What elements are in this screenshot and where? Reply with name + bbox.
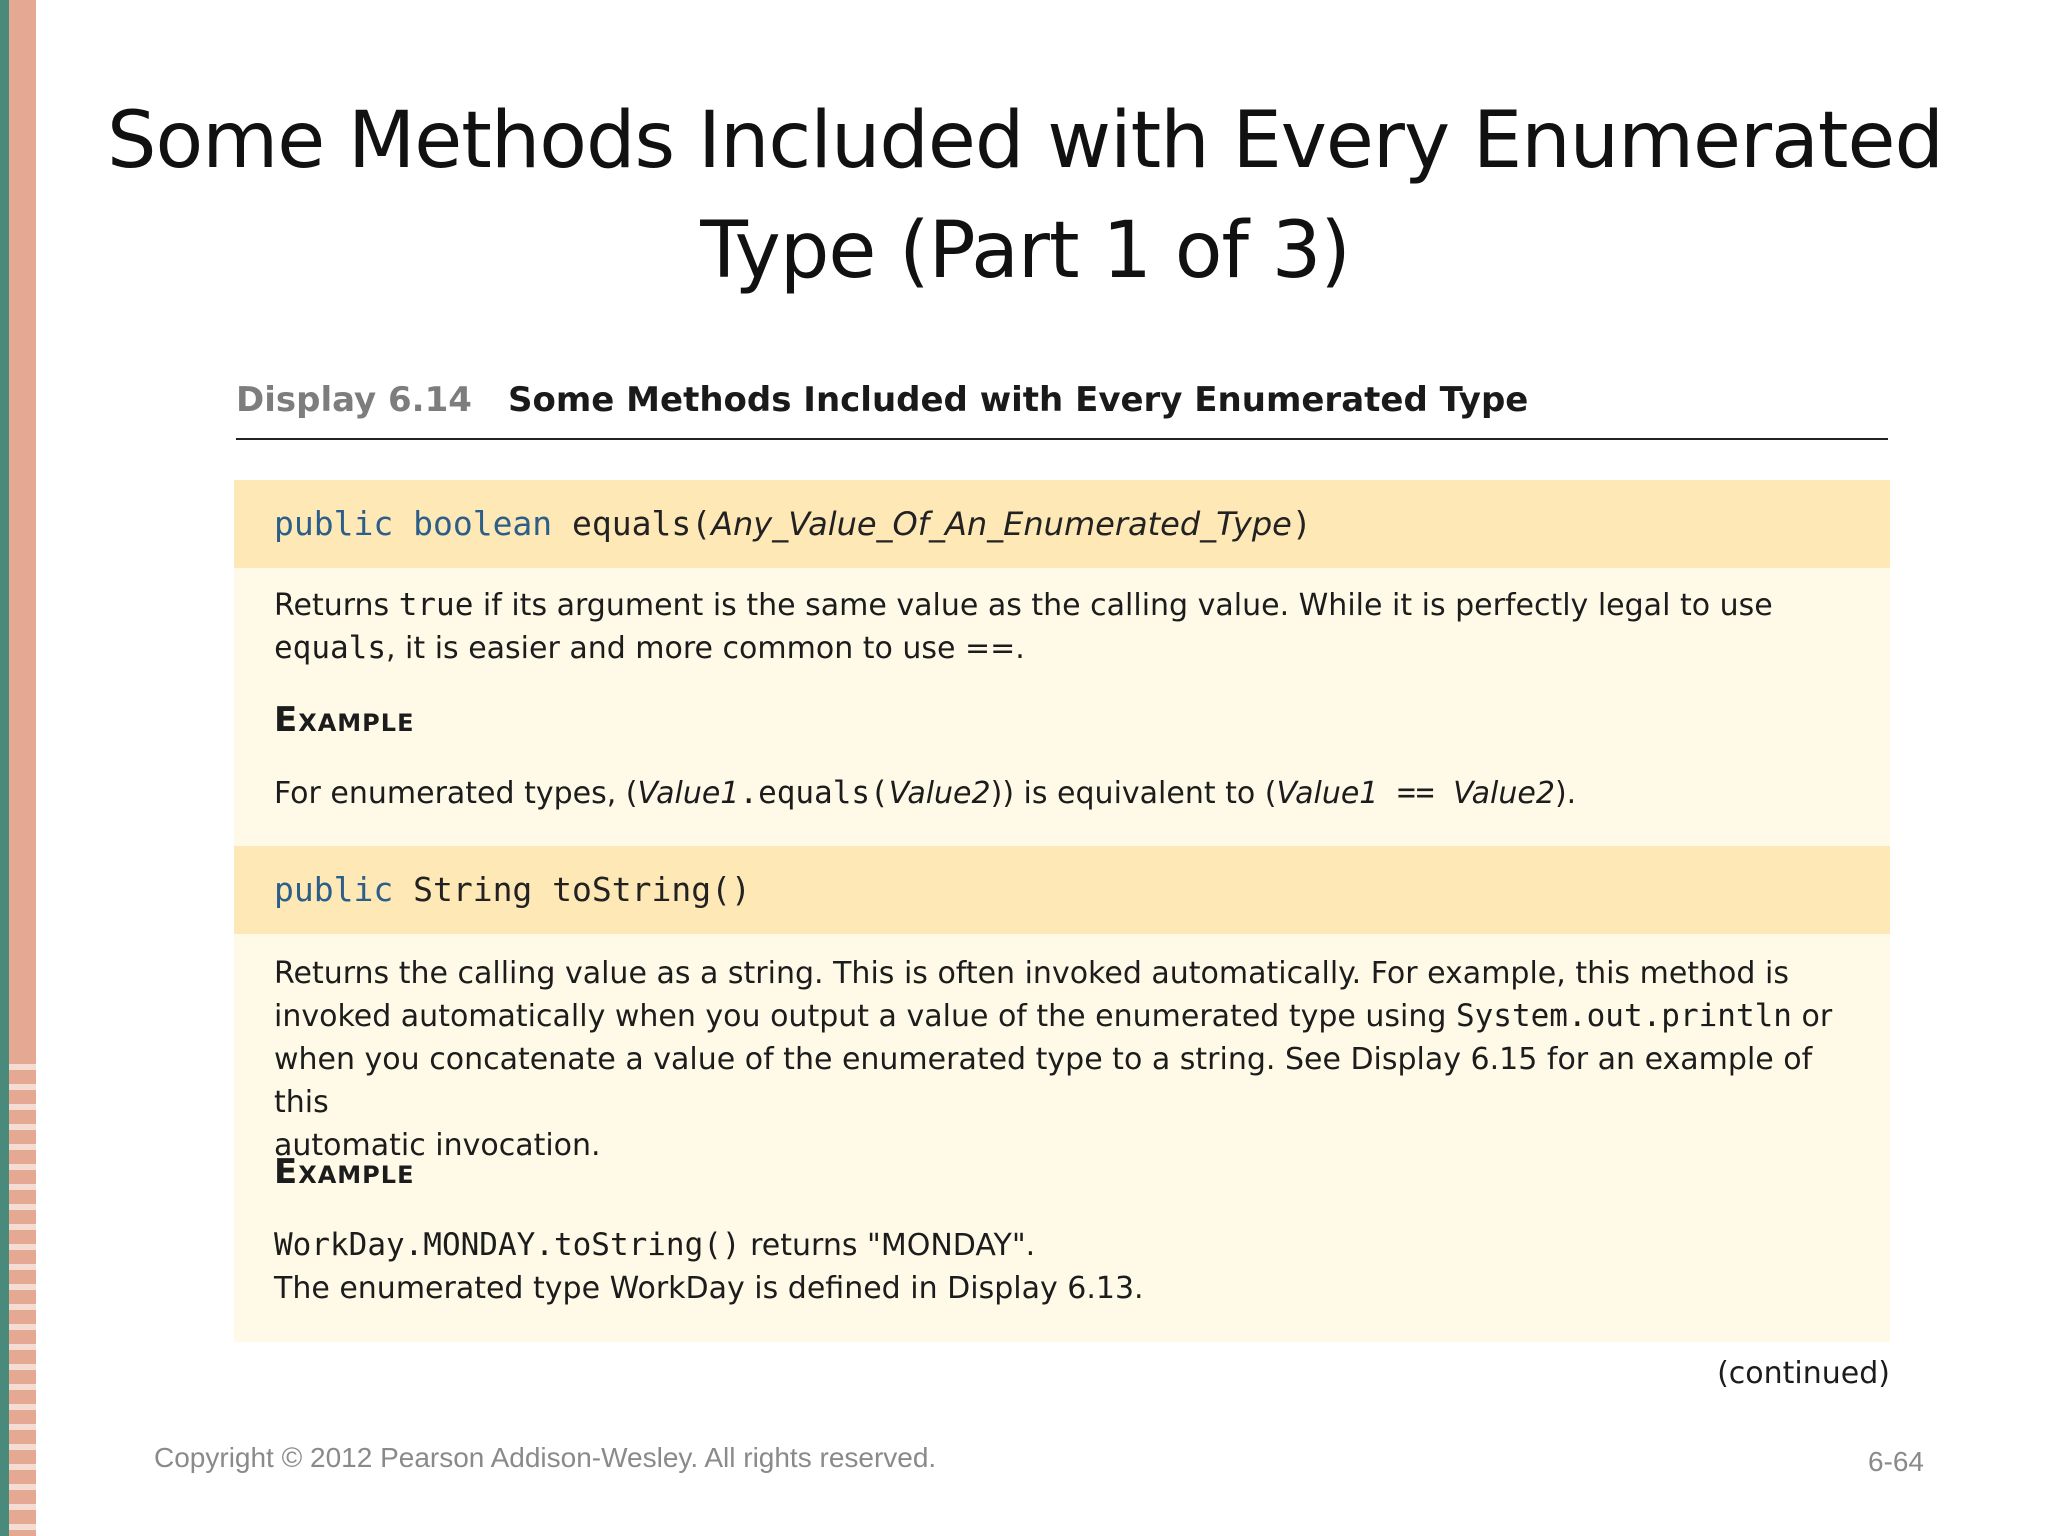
keyword-public: public xyxy=(274,870,394,909)
desc-code-true: true xyxy=(398,587,474,623)
example-text: )) is equivalent to ( xyxy=(990,776,1277,811)
keyword-public: public xyxy=(274,504,394,543)
method-equals-example xyxy=(274,772,1854,815)
display-label: Display 6.14 xyxy=(236,380,472,420)
decorative-side-strip xyxy=(0,0,36,1536)
example-text: ). xyxy=(1554,776,1577,811)
example-text: For enumerated types, ( xyxy=(274,776,638,811)
copyright-footer: Copyright © 2012 Pearson Addison-Wesley. All rights reserved. xyxy=(154,1442,937,1473)
example-var: Value2 xyxy=(1453,776,1555,811)
method-tostring-signature-text xyxy=(274,846,751,934)
desc-text: or xyxy=(1791,999,1833,1034)
desc-code-equals: equals xyxy=(274,630,386,666)
side-strip-accent xyxy=(0,0,9,1536)
desc-text: when you concatenate a value of the enumerated type to a string. See Display 6.15 for an example of this xyxy=(274,1042,1813,1120)
example-var: Value1 xyxy=(1276,776,1379,811)
example-code: == xyxy=(1378,775,1454,811)
desc-code-println: System.out.println xyxy=(1455,998,1792,1034)
side-strip-pattern xyxy=(9,1050,36,1536)
method-equals-param: Any_Value_Of_An_Enumerated_Type xyxy=(711,505,1292,543)
method-tostring-example xyxy=(274,1224,1854,1310)
keyword-boolean: boolean xyxy=(413,504,553,543)
methods-panel xyxy=(234,480,1890,1342)
desc-text: automatic invocation. xyxy=(274,1128,601,1163)
continued-note: (continued) xyxy=(1717,1356,1890,1391)
example-text: returns "MONDAY". xyxy=(740,1228,1036,1263)
method-tostring-signature xyxy=(234,846,1890,934)
method-tostring-description xyxy=(274,952,1854,1167)
example-var: Value1 xyxy=(637,776,740,811)
slide-title-line-1: Some Methods Included with Every Enumerated xyxy=(106,96,1943,186)
desc-text: invoked automatically when you output a value of the enumerated type using xyxy=(274,999,1456,1034)
method-equals-close: ) xyxy=(1291,504,1312,543)
example-text: The enumerated type WorkDay is defined in Display 6.13. xyxy=(274,1271,1144,1306)
display-header xyxy=(236,380,1888,440)
method-equals-signature xyxy=(234,480,1890,568)
example-var: Value2 xyxy=(888,776,991,811)
method-equals-name: equals( xyxy=(572,504,712,543)
display-title: Some Methods Included with Every Enumerated Type xyxy=(508,380,1529,420)
desc-text: if its argument is the same value as the calling value. While it is perfectly legal to use xyxy=(473,588,1773,623)
method-tostring-example-heading: Example xyxy=(274,1152,415,1192)
example-code: .equals( xyxy=(739,775,889,811)
example-code: WorkDay.MONDAY.toString() xyxy=(274,1227,741,1263)
method-equals-description xyxy=(274,584,1854,670)
desc-text: Returns the calling value as a string. This is often invoked automatically. For example, this method is xyxy=(274,956,1789,991)
method-equals-example-heading: Example xyxy=(274,700,415,740)
slide-title xyxy=(100,86,1950,306)
desc-text: Returns xyxy=(274,588,399,623)
slide-title-line-2: Type (Part 1 of 3) xyxy=(700,206,1350,296)
method-equals-signature-text xyxy=(274,480,1312,568)
desc-text: , it is easier and more common to use ==. xyxy=(385,631,1025,666)
page-number: 6-64 xyxy=(1867,1446,1924,1477)
method-tostring-name: String toString() xyxy=(413,870,751,909)
